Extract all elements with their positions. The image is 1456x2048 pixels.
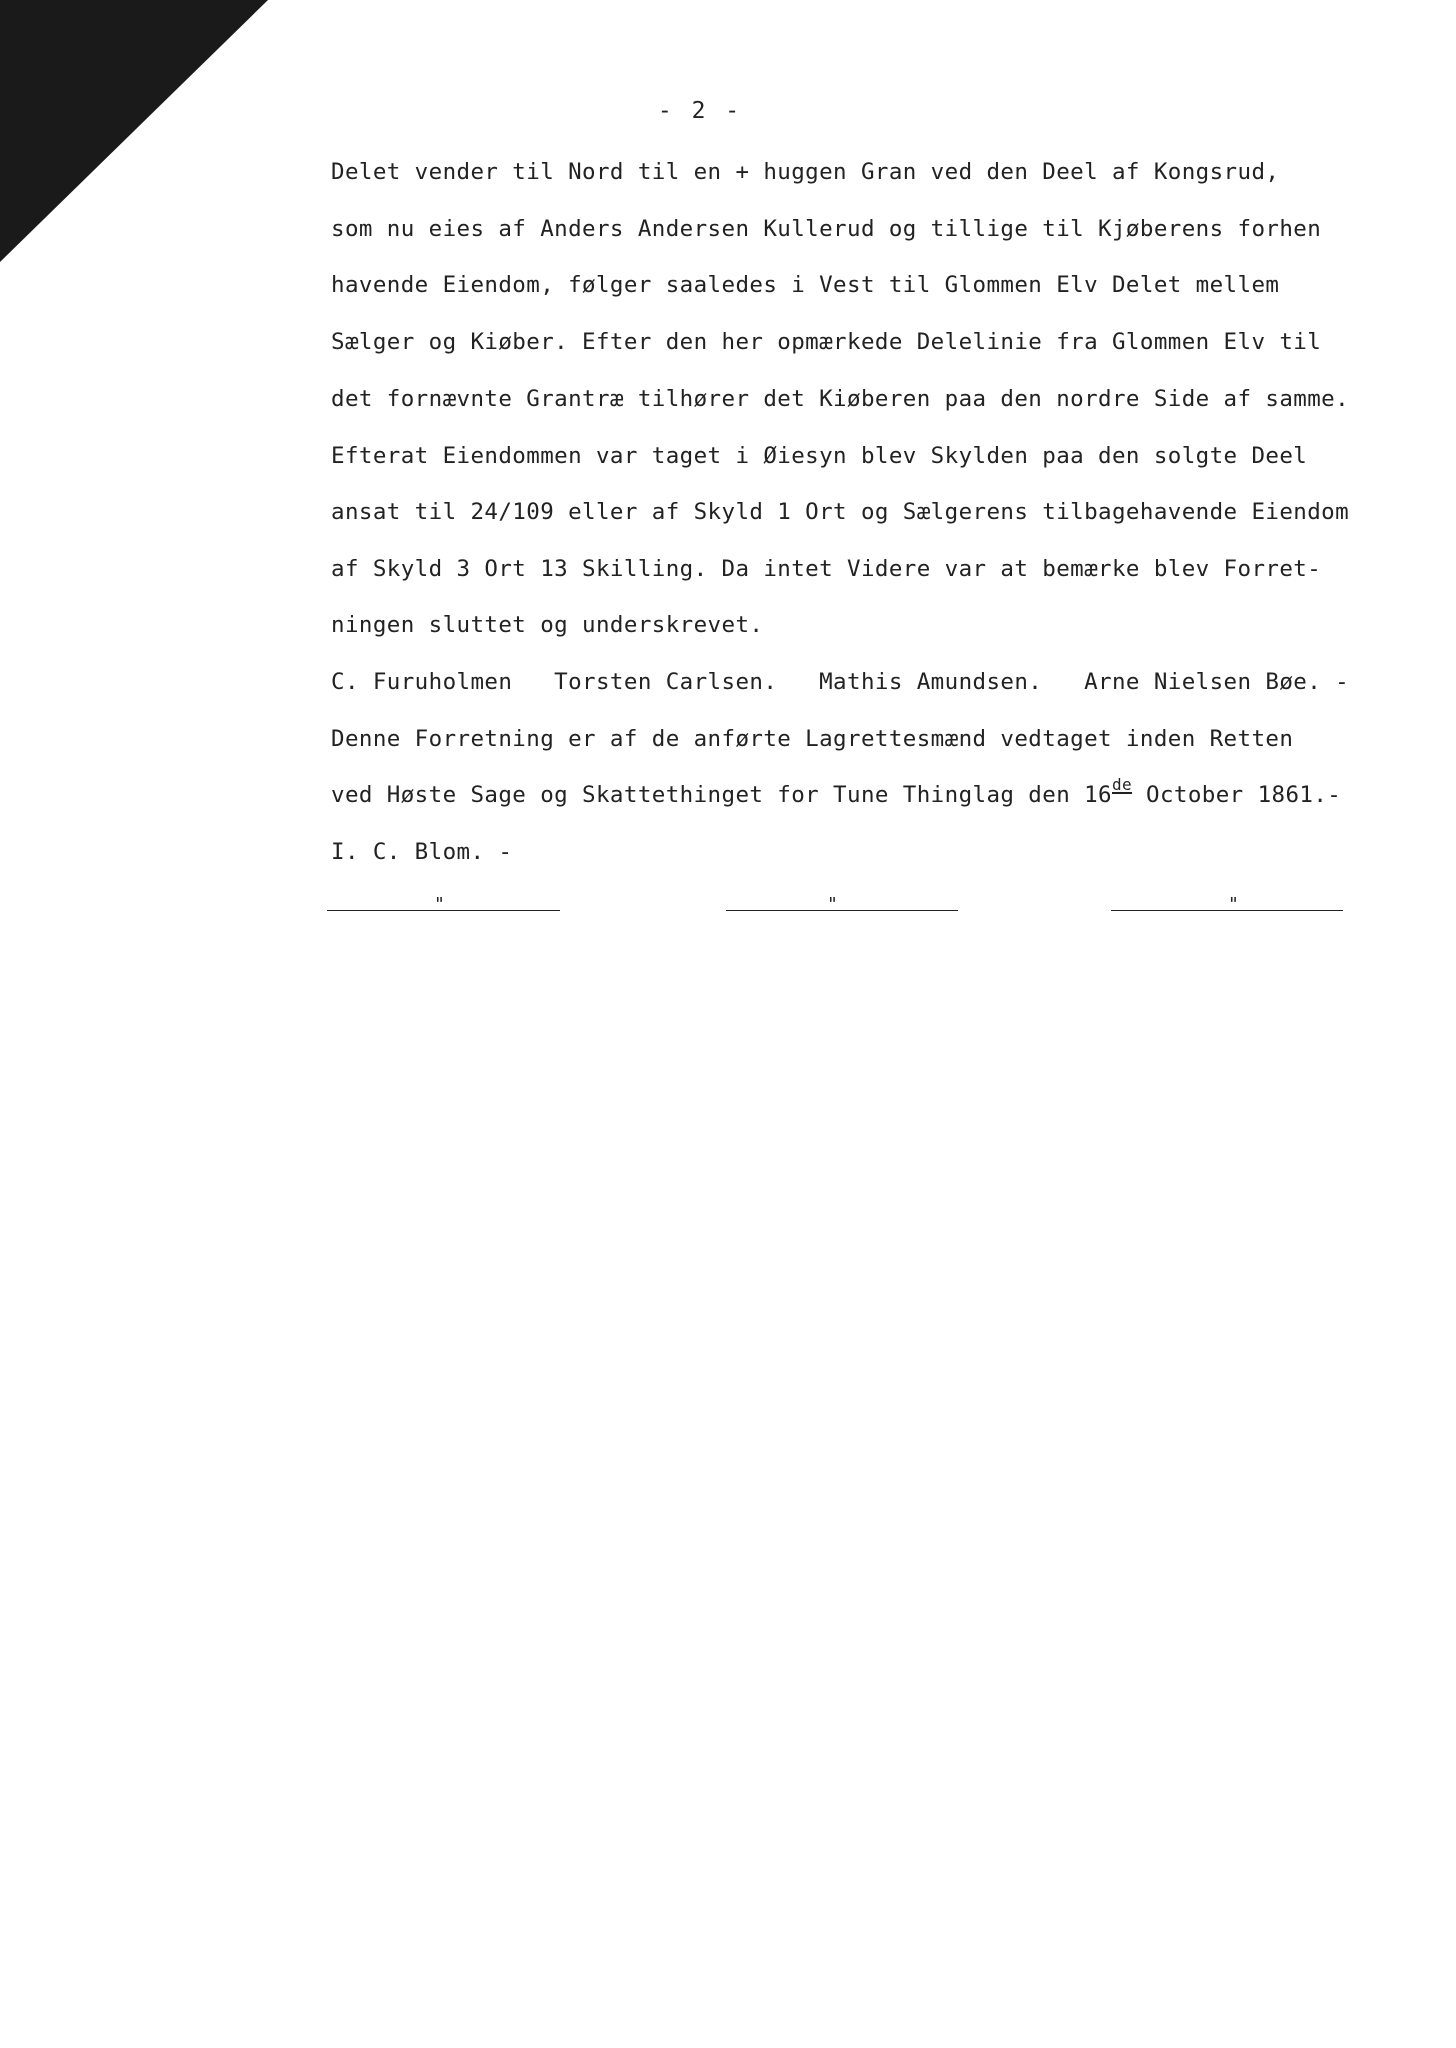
signatures-line: C. Furuholmen Torsten Carlsen. Mathis Amundsen. Arne Nielsen Bøe. - xyxy=(331,669,1350,695)
ditto-mark: " xyxy=(1228,894,1239,915)
signer-line: I. C. Blom. - xyxy=(331,839,513,865)
closing-text: ved Høste Sage og Skattethinget for Tune Thinglag den 16 xyxy=(331,782,1112,808)
closing-line: Denne Forretning er af de anførte Lagrettesmænd vedtaget inden Retten xyxy=(331,726,1294,752)
text-line: af Skyld 3 Ort 13 Skilling. Da intet Videre var at bemærke blev Forret- xyxy=(331,556,1322,582)
signature-line xyxy=(726,910,958,912)
text-line: Efterat Eiendommen var taget i Øiesyn blev Skylden paa den solgte Deel xyxy=(331,443,1308,469)
closing-text: October 1861.- xyxy=(1132,782,1342,808)
text-line: Delet vender til Nord til en + huggen Gran ved den Deel af Kongsrud, xyxy=(331,159,1280,185)
text-line: ansat til 24/109 eller af Skyld 1 Ort og Sælgerens tilbagehavende Eiendom xyxy=(331,499,1350,525)
text-line: det fornævnte Grantræ tilhører det Kiøberen paa den nordre Side af samme. xyxy=(331,386,1350,412)
closing-line-date xyxy=(331,775,1342,808)
text-line: ningen sluttet og underskrevet. xyxy=(331,612,764,638)
ditto-mark: " xyxy=(827,894,838,915)
signature-line xyxy=(1111,910,1343,912)
text-line: som nu eies af Anders Andersen Kullerud og tillige til Kjøberens forhen xyxy=(331,216,1322,242)
date-superscript: de xyxy=(1111,775,1133,794)
ditto-mark: " xyxy=(434,894,445,915)
text-line: havende Eiendom, følger saaledes i Vest til Glommen Elv Delet mellem xyxy=(331,272,1280,298)
page-number: - 2 - xyxy=(657,98,743,124)
text-line: Sælger og Kiøber. Efter den her opmærkede Delelinie fra Glommen Elv til xyxy=(331,329,1322,355)
